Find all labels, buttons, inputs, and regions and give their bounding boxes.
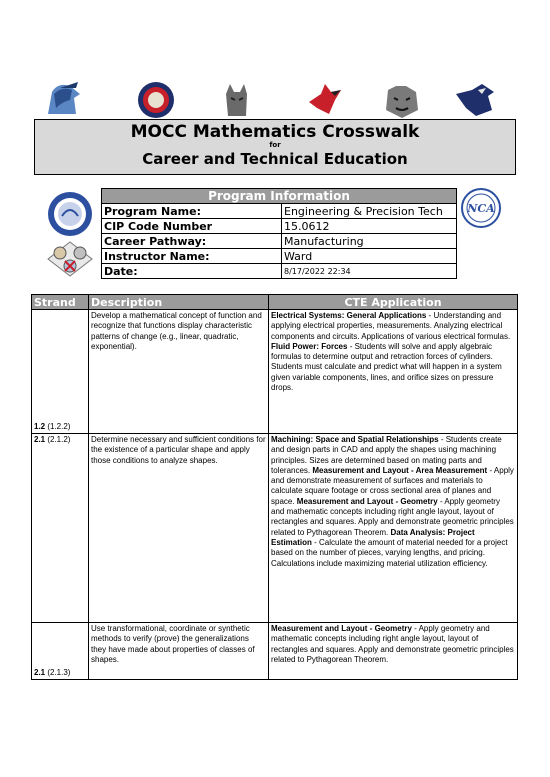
table-row <box>32 434 518 623</box>
tech-diamond-logo <box>44 240 96 278</box>
program-information-header: Program Information <box>102 189 457 204</box>
date-label: Date: <box>102 264 282 279</box>
title-for: for <box>269 141 281 149</box>
instructor-name-label: Instructor Name: <box>102 249 282 264</box>
cte-application-cell: Measurement and Layout - Geometry - Apply geometry and mathematic concepts including right angle layout, layout of rectangles and squares. Apply and demonstrate geometric principles related to Pythagorean Theorem. <box>269 623 518 680</box>
description-column-header: Description <box>89 295 269 310</box>
strand-column-header: Strand <box>32 295 89 310</box>
table-header-row <box>32 295 518 310</box>
strand-code: 2.1 (2.1.3) <box>34 667 71 677</box>
program-row <box>102 264 457 279</box>
program-name-value: Engineering & Precision Tech <box>282 204 457 219</box>
cardinal-logo <box>301 80 347 120</box>
strand-cell <box>32 623 89 680</box>
cte-application-cell: Machining: Space and Spatial Relationships - Students create and design parts in CAD and apply the shapes using machining principles. Sizes are determined based on mating parts and tolerances. Measurement and Layout - Area Measurement - Apply and demonstrate measurement of surfaces and materials to calculate square footage or cross sectional area of planes and space. Measurement and Layout - Geometry - Apply geometry and mathematic concepts including right angle layout, layout of rectangles and squares. Apply and demonstrate geometric principles related to Pythagorean Theorem. Data Analysis: Project Estimation - Calculate the amount of material needed for a project based on the number of pieces, varying lengths, and pricing. Calculations include maximizing material utilization efficiency. <box>269 434 518 623</box>
crosswalk-table <box>31 294 518 680</box>
instructor-name-value: Ward <box>282 249 457 264</box>
program-name-label: Program Name: <box>102 204 282 219</box>
program-information-table <box>101 188 457 279</box>
date-value: 8/17/2022 22:34 <box>282 264 457 279</box>
table-row <box>32 623 518 680</box>
career-pathway-label: Career Pathway: <box>102 234 282 249</box>
nca-accreditation-logo <box>460 188 502 228</box>
document-title-box <box>34 119 516 175</box>
program-row <box>102 249 457 264</box>
strand-cell <box>32 434 89 623</box>
cip-code-value: 15.0612 <box>282 219 457 234</box>
description-cell: Determine necessary and sufficient conditions for the existence of a particular shape and apply those conditions to analyze shapes. <box>89 434 269 623</box>
cte-application-cell: Electrical Systems: General Applications - Understanding and applying electrical properties, measurements. Analyzing electrical components and circuits. Applications of various electrical formulas. Fluid Power: Forces - Students will solve and apply algebraic formulas to determine output and retraction forces of cylinders. Students must calculate and predict what will happen in a system given variable components, lines, and orifice sizes on pressure drops. <box>269 310 518 434</box>
program-row <box>102 204 457 219</box>
subtitle: Career and Technical Education <box>142 150 408 168</box>
strand-code: 1.2 (1.2.2) <box>34 421 71 431</box>
cip-code-label: CIP Code Number <box>102 219 282 234</box>
cte-application-column-header: CTE Application <box>269 295 518 310</box>
main-title: MOCC Mathematics Crosswalk <box>130 122 420 142</box>
table-row <box>32 310 518 434</box>
bobcat-logo <box>378 80 424 120</box>
description-cell: Develop a mathematical concept of function and recognize that functions display characteristic patterns of change (e.g., linear, quadratic, exponential). <box>89 310 269 434</box>
svg-text:NCA: NCA <box>467 202 495 215</box>
strand-code: 2.1 (2.1.2) <box>34 435 71 444</box>
career-pathway-value: Manufacturing <box>282 234 457 249</box>
program-row <box>102 219 457 234</box>
seal-logo <box>133 80 179 120</box>
eagle-logo <box>452 80 498 120</box>
wildcat-logo <box>214 80 260 120</box>
program-row <box>102 234 457 249</box>
description-cell: Use transformational, coordinate or synthetic methods to verify (prove) the generalizations they have made about properties of classes of shapes. <box>89 623 269 680</box>
circular-seal-logo <box>44 190 96 238</box>
strand-cell <box>32 310 89 434</box>
spartan-logo <box>40 80 86 120</box>
